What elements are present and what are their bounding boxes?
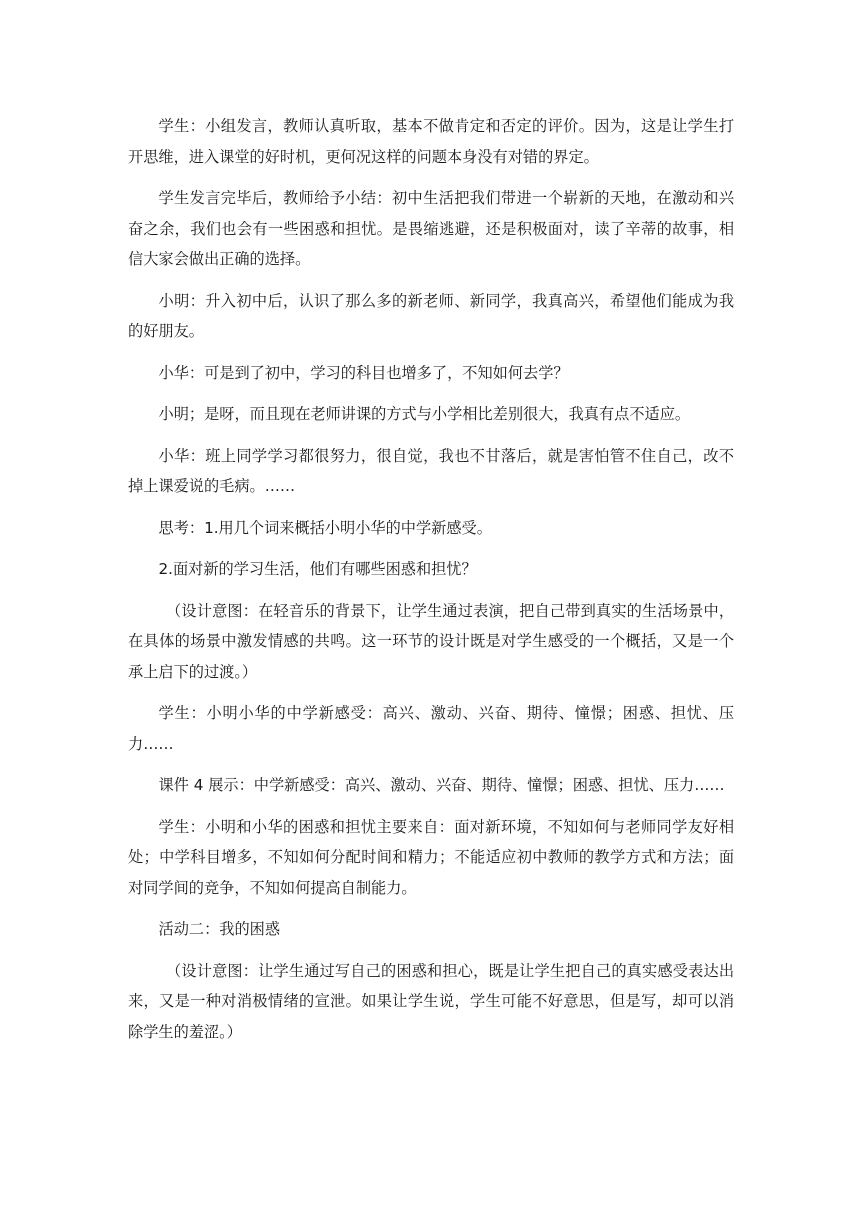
paragraph-xiaoming-1: 小明：升入初中后，认识了那么多的新老师、新同学，我真高兴，希望他们能成为我的好朋友。 — [128, 291, 734, 340]
paragraph-think-1: 思考：1.用几个词来概括小明小华的中学新感受。 — [158, 518, 492, 537]
paragraph-design-intent-1: （设计意图：在轻音乐的背景下，让学生通过表演，把自己带到真实的生活场景中，在具体的场景中激发情感的共鸣。这一环节的设计既是对学生感受的一个概括，又是一个承上启下的过渡。） — [128, 601, 734, 681]
paragraph-student-discussion: 学生：小组发言，教师认真听取，基本不做肯定和否定的评价。因为，这是让学生打开思维，进入课堂的好时机，更何况这样的问题本身没有对错的界定。 — [128, 117, 734, 166]
paragraph-design-intent-2: （设计意图：让学生通过写自己的困惑和担心，既是让学生把自己的真实感受表达出来，又是一种对消极情绪的宣泄。如果让学生说，学生可能不好意思，但是写，却可以消除学生的羞涩。） — [128, 961, 734, 1041]
paragraph-courseware-4: 课件 4 展示：中学新感受：高兴、激动、兴奋、期待、憧憬；困惑、担忧、压力…… — [158, 776, 725, 794]
paragraph-think-2: 2.面对新的学习生活，他们有哪些困惑和担忧？ — [158, 560, 477, 578]
paragraph-student-feelings: 学生：小明小华的中学新感受：高兴、激动、兴奋、期待、憧憬；困惑、担忧、压力…… — [128, 704, 734, 753]
paragraph-student-worries: 学生：小明和小华的困惑和担忧主要来自：面对新环境，不知如何与老师同学友好相处；中学科目增多，不知如何分配时间和精力；不能适应初中教师的教学方式和方法；面对同学间的竞争，不知如何提高自制能力。 — [128, 817, 734, 897]
paragraph-xiaohua-2: 小华：班上同学学习都很努力，很自觉，我也不甘落后，就是害怕管不住自己，改不掉上课爱说的毛病。…… — [128, 446, 734, 495]
paragraph-xiaohua-1: 小华：可是到了初中，学习的科目也增多了，不知如何去学？ — [158, 363, 569, 382]
document-page — [128, 111, 734, 1058]
paragraph-teacher-summary: 学生发言完毕后，教师给予小结：初中生活把我们带进一个崭新的天地，在激动和兴奋之余，我们也会有一些困惑和担忧。是畏缩逃避，还是积极面对，读了辛蒂的故事，相信大家会做出正确的选择。 — [128, 189, 734, 268]
paragraph-xiaoming-2: 小明；是呀，而且现在老师讲课的方式与小学相比差别很大，我真有点不适应。 — [158, 405, 691, 423]
paragraph-activity-two: 活动二：我的困惑 — [158, 920, 280, 938]
